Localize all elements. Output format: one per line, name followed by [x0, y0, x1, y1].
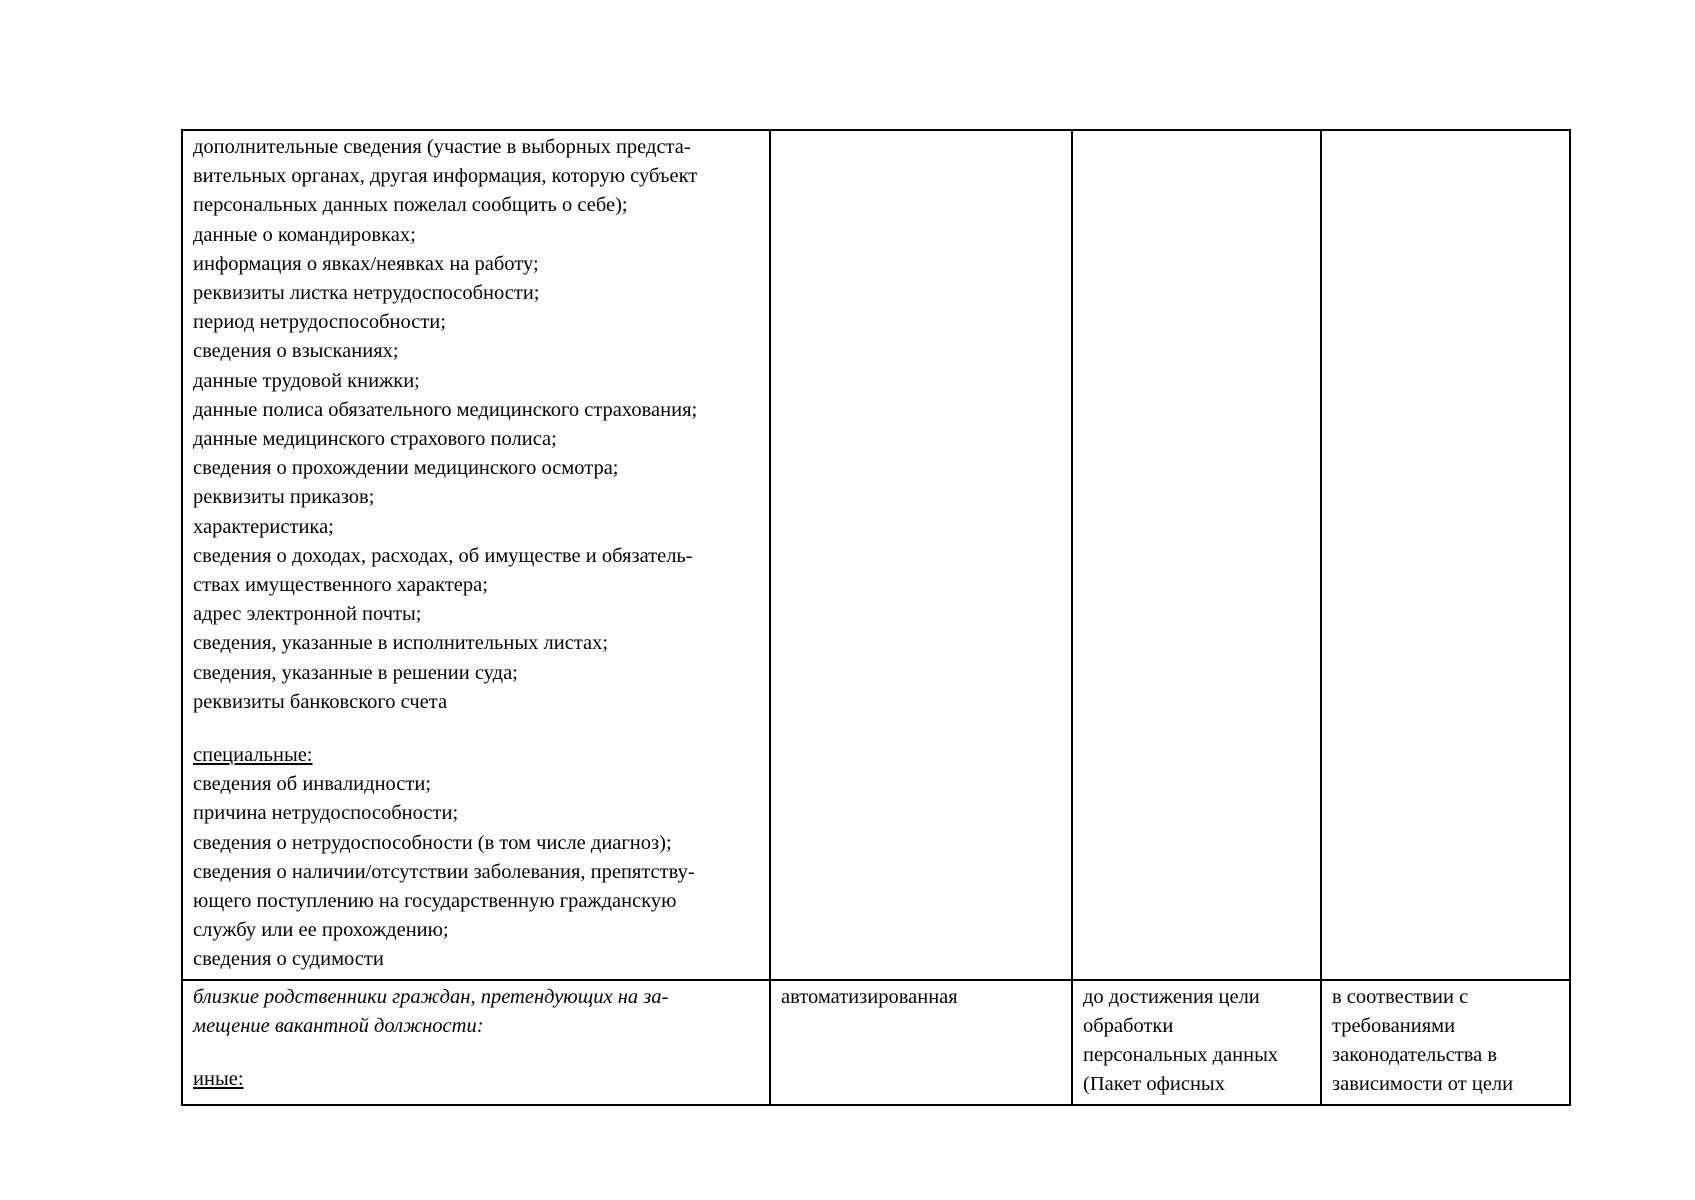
- text-line: сведения о судимости: [193, 948, 384, 971]
- text-line: законодательства в: [1332, 1044, 1498, 1067]
- text-line: зависимости от цели: [1332, 1073, 1514, 1096]
- text-line: сведения, указанные в решении суда;: [193, 661, 518, 684]
- processing-period-cell: [1072, 980, 1321, 1105]
- text-line: персональных данных: [1083, 1044, 1279, 1067]
- text-line: близкие родственники граждан, претендующих на за-: [193, 985, 669, 1008]
- text-line: мещение вакантной должности:: [193, 1014, 484, 1037]
- processing-period-text: [1083, 983, 1310, 1100]
- text-line: сведения о взысканиях;: [193, 340, 399, 363]
- text-line: вительных органах, другая информация, которую субъект: [193, 165, 698, 188]
- processing-method-cell: [770, 130, 1072, 980]
- personal-data-table: [181, 129, 1571, 1106]
- text-line: данные полиса обязательного медицинского страхования;: [193, 398, 698, 421]
- special-data-list: [193, 770, 759, 974]
- processing-period-cell: [1072, 130, 1321, 980]
- text-line: сведения о наличии/отсутствии заболевания, препятству-: [193, 860, 695, 883]
- text-line: ствах имущественного характера;: [193, 574, 488, 597]
- text-line: характеристика;: [193, 515, 334, 538]
- spacer: [193, 1041, 759, 1065]
- data-categories-cell: [182, 130, 770, 980]
- text-line: персональных данных пожелал сообщить о себе);: [193, 194, 628, 217]
- processing-method-cell: [770, 980, 1072, 1105]
- table-row: [182, 130, 1570, 980]
- text-line: причина нетрудоспособности;: [193, 802, 459, 825]
- storage-period-cell: [1321, 980, 1570, 1105]
- text-line: период нетрудоспособности;: [193, 311, 446, 334]
- text-line: адрес электронной почты;: [193, 603, 422, 626]
- text-line: данные о командировках;: [193, 223, 416, 246]
- special-heading: специальные:: [193, 744, 313, 767]
- other-heading: иные:: [193, 1068, 244, 1091]
- text-line: в соотвествии с: [1332, 985, 1469, 1008]
- spacer: [193, 717, 759, 741]
- table-row: [182, 980, 1570, 1105]
- text-line: до достижения цели: [1083, 985, 1260, 1008]
- storage-period-text: [1332, 983, 1559, 1100]
- text-line: (Пакет офисных: [1083, 1073, 1225, 1096]
- text-line: сведения об инвалидности;: [193, 773, 432, 796]
- text-line: реквизиты приказов;: [193, 486, 375, 509]
- processing-method-text: автоматизированная: [781, 985, 958, 1008]
- general-data-list: [193, 133, 759, 717]
- text-line: сведения о нетрудоспособности (в том числе диагноз);: [193, 831, 672, 854]
- text-line: сведения о доходах, расходах, об имуществе и обязатель-: [193, 544, 693, 567]
- text-line: требованиями: [1332, 1014, 1456, 1037]
- text-line: обработки: [1083, 1014, 1174, 1037]
- text-line: информация о явках/неявках на работу;: [193, 252, 539, 275]
- text-line: дополнительные сведения (участие в выборных предста-: [193, 136, 691, 158]
- text-line: службу или ее прохождению;: [193, 919, 449, 942]
- text-line: реквизиты листка нетрудоспособности;: [193, 282, 540, 305]
- data-categories-cell: [182, 980, 770, 1105]
- relatives-heading: [193, 983, 759, 1041]
- text-line: реквизиты банковского счета: [193, 690, 448, 713]
- text-line: данные медицинского страхового полиса;: [193, 428, 557, 451]
- text-line: ющего поступлению на государственную гражданскую: [193, 890, 677, 913]
- text-line: сведения, указанные в исполнительных листах;: [193, 632, 609, 655]
- text-line: данные трудовой книжки;: [193, 369, 420, 392]
- text-line: сведения о прохождении медицинского осмотра;: [193, 457, 619, 480]
- storage-period-cell: [1321, 130, 1570, 980]
